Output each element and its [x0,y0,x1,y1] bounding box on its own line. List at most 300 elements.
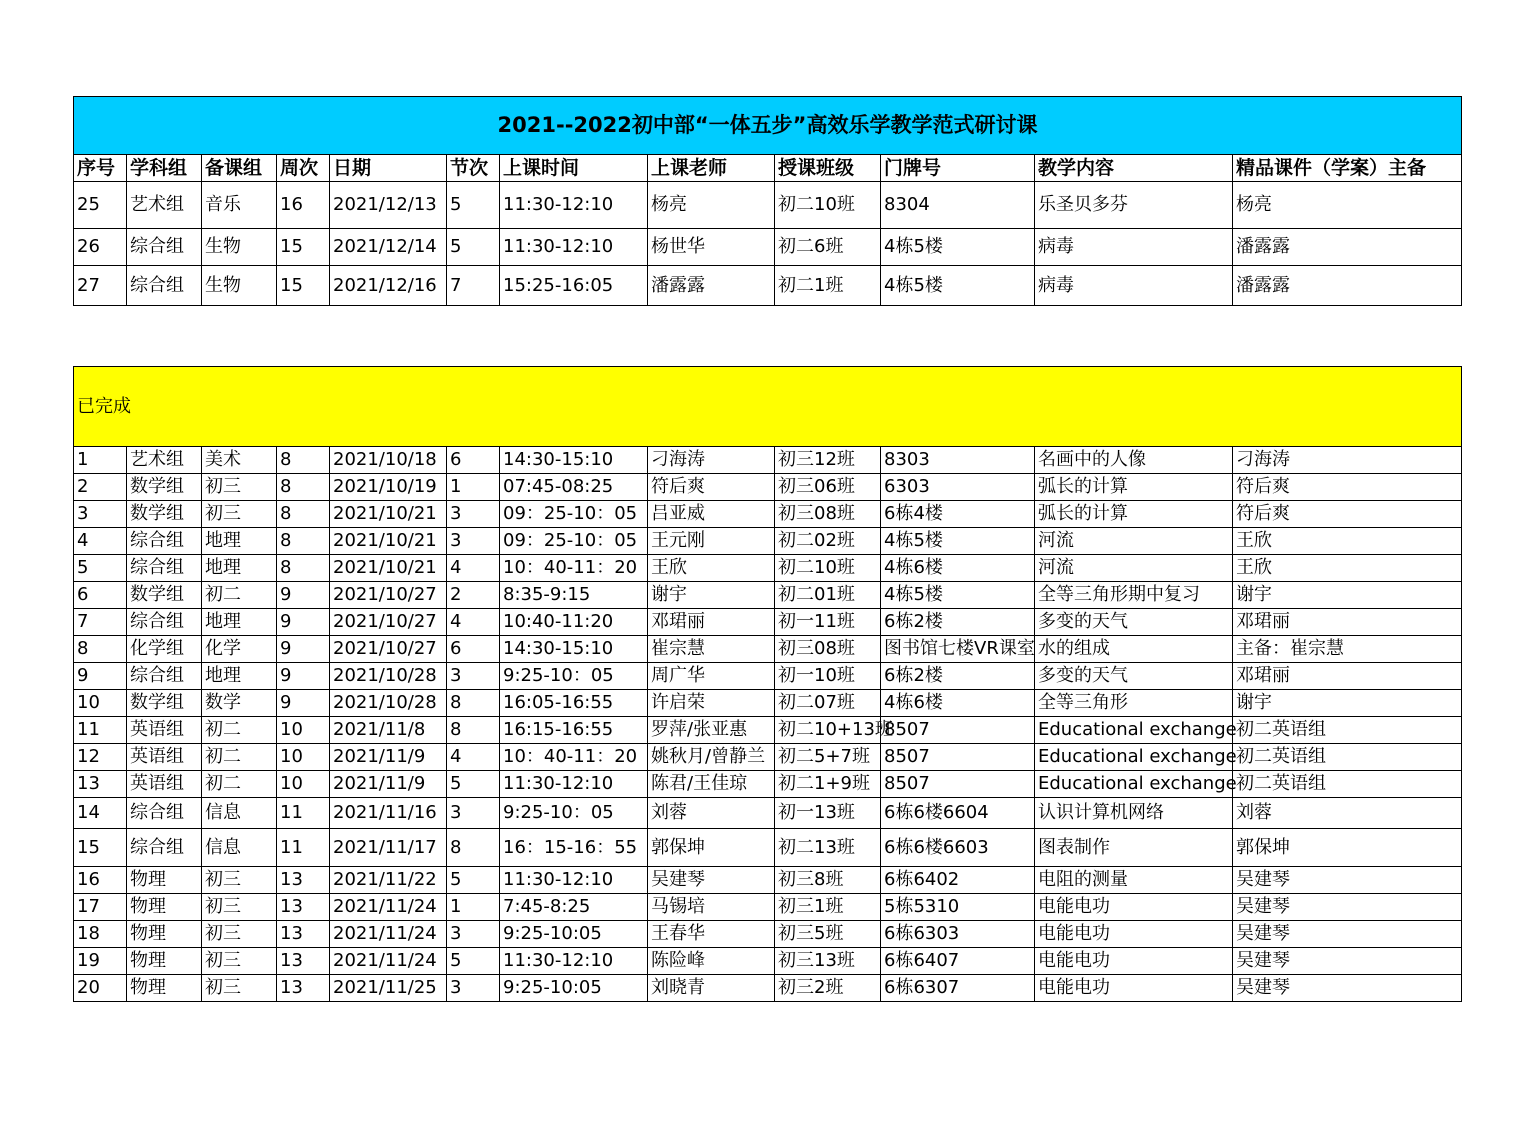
cell-class-time: 11:30-12:10 [500,229,648,266]
header-teacher: 上课老师 [648,155,775,182]
cell-class-time: 11:30-12:10 [500,771,648,798]
table-row [74,975,1462,1002]
cell-class-time: 16:05-16:55 [500,690,648,717]
cell-teacher: 吕亚威 [648,501,775,528]
cell-seq: 5 [74,555,127,582]
cell-period: 3 [447,798,500,829]
cell-teacher: 谢宇 [648,582,775,609]
cell-class: 初二07班 [775,690,881,717]
cell-subject-group: 物理 [127,894,202,921]
cell-week: 9 [277,582,330,609]
cell-teacher: 符后爽 [648,474,775,501]
cell-week: 13 [277,975,330,1002]
table-row [74,663,1462,690]
cell-lead-preparer: 吴建琴 [1233,867,1462,894]
cell-period: 3 [447,663,500,690]
cell-class-time: 15:25-16:05 [500,266,648,306]
cell-week: 13 [277,867,330,894]
cell-period: 6 [447,636,500,663]
cell-class-time: 9:25-10:05 [500,921,648,948]
cell-subject-group: 数学组 [127,582,202,609]
cell-class: 初二6班 [775,229,881,266]
cell-period: 3 [447,528,500,555]
cell-week: 8 [277,447,330,474]
cell-seq: 16 [74,867,127,894]
cell-teacher: 王春华 [648,921,775,948]
cell-prep-group: 初二 [202,582,277,609]
cell-content: 全等三角形 [1035,690,1233,717]
header-week: 周次 [277,155,330,182]
cell-date: 2021/11/9 [330,771,447,798]
cell-prep-group: 初三 [202,474,277,501]
cell-room: 8304 [881,182,1035,229]
cell-room: 8507 [881,717,1035,744]
cell-lead-preparer: 谢宇 [1233,690,1462,717]
table-row [74,182,1462,229]
cell-teacher: 陈君/王佳琼 [648,771,775,798]
cell-class-time: 9:25-10:05 [500,975,648,1002]
cell-content: 多变的天气 [1035,609,1233,636]
cell-teacher: 许启荣 [648,690,775,717]
cell-content: 弧长的计算 [1035,474,1233,501]
cell-lead-preparer: 潘露露 [1233,229,1462,266]
table-row [74,266,1462,306]
cell-class-time: 11:30-12:10 [500,182,648,229]
cell-seq: 15 [74,829,127,867]
cell-class-time: 16：15-16：55 [500,829,648,867]
cell-prep-group: 地理 [202,663,277,690]
cell-content: 河流 [1035,528,1233,555]
cell-prep-group: 生物 [202,266,277,306]
cell-subject-group: 物理 [127,867,202,894]
cell-prep-group: 美术 [202,447,277,474]
cell-prep-group: 初三 [202,948,277,975]
cell-class-time: 09：25-10：05 [500,501,648,528]
cell-class: 初三08班 [775,636,881,663]
cell-seq: 20 [74,975,127,1002]
cell-room: 6栋6303 [881,921,1035,948]
cell-seq: 17 [74,894,127,921]
cell-date: 2021/10/27 [330,636,447,663]
cell-prep-group: 初二 [202,717,277,744]
cell-prep-group: 初三 [202,867,277,894]
table-row [74,798,1462,829]
cell-lead-preparer: 邓珺丽 [1233,663,1462,690]
cell-room: 6栋6402 [881,867,1035,894]
header-room: 门牌号 [881,155,1035,182]
cell-subject-group: 化学组 [127,636,202,663]
cell-room: 4栋5楼 [881,528,1035,555]
cell-room: 8507 [881,744,1035,771]
cell-prep-group: 化学 [202,636,277,663]
cell-date: 2021/10/21 [330,501,447,528]
cell-class: 初三1班 [775,894,881,921]
cell-seq: 1 [74,447,127,474]
cell-lead-preparer: 杨亮 [1233,182,1462,229]
cell-content: 名画中的人像 [1035,447,1233,474]
cell-period: 4 [447,609,500,636]
cell-week: 10 [277,771,330,798]
cell-date: 2021/10/19 [330,474,447,501]
cell-class: 初二02班 [775,528,881,555]
cell-date: 2021/11/9 [330,744,447,771]
cell-prep-group: 初三 [202,975,277,1002]
cell-date: 2021/10/21 [330,528,447,555]
cell-class: 初二01班 [775,582,881,609]
table-row [74,636,1462,663]
cell-class: 初二5+7班 [775,744,881,771]
cell-week: 9 [277,609,330,636]
cell-seq: 14 [74,798,127,829]
cell-seq: 9 [74,663,127,690]
title-row [74,97,1462,155]
cell-prep-group: 初三 [202,501,277,528]
cell-class-time: 14:30-15:10 [500,447,648,474]
cell-subject-group: 艺术组 [127,182,202,229]
cell-subject-group: 综合组 [127,663,202,690]
cell-period: 8 [447,690,500,717]
header-row [74,155,1462,182]
header-content: 教学内容 [1035,155,1233,182]
cell-lead-preparer: 邓珺丽 [1233,609,1462,636]
cell-lead-preparer: 吴建琴 [1233,894,1462,921]
cell-subject-group: 综合组 [127,528,202,555]
cell-date: 2021/11/24 [330,948,447,975]
cell-content: 病毒 [1035,266,1233,306]
header-date: 日期 [330,155,447,182]
cell-period: 5 [447,867,500,894]
cell-class: 初一11班 [775,609,881,636]
cell-date: 2021/10/18 [330,447,447,474]
cell-teacher: 陈险峰 [648,948,775,975]
cell-class: 初二10+13班 [775,717,881,744]
cell-content: Educational exchange [1035,744,1233,771]
cell-period: 3 [447,501,500,528]
cell-seq: 13 [74,771,127,798]
cell-seq: 25 [74,182,127,229]
cell-room: 图书馆七楼VR课室 [881,636,1035,663]
cell-subject-group: 数学组 [127,501,202,528]
cell-class: 初三2班 [775,975,881,1002]
cell-period: 8 [447,829,500,867]
header-class: 授课班级 [775,155,881,182]
cell-period: 3 [447,921,500,948]
cell-content: 电能电功 [1035,948,1233,975]
cell-teacher: 杨世华 [648,229,775,266]
cell-room: 6栋6楼6604 [881,798,1035,829]
cell-teacher: 崔宗慧 [648,636,775,663]
cell-seq: 8 [74,636,127,663]
cell-class-time: 10：40-11：20 [500,744,648,771]
cell-seq: 7 [74,609,127,636]
cell-date: 2021/10/27 [330,609,447,636]
cell-class: 初三5班 [775,921,881,948]
cell-week: 11 [277,798,330,829]
cell-lead-preparer: 谢宇 [1233,582,1462,609]
cell-room: 6栋6307 [881,975,1035,1002]
cell-teacher: 杨亮 [648,182,775,229]
cell-content: 认识计算机网络 [1035,798,1233,829]
cell-period: 5 [447,229,500,266]
cell-seq: 18 [74,921,127,948]
cell-subject-group: 综合组 [127,555,202,582]
cell-class: 初一13班 [775,798,881,829]
cell-teacher: 刁海涛 [648,447,775,474]
table-row [74,474,1462,501]
cell-class: 初三06班 [775,474,881,501]
header-lead-preparer: 精品课件（学案）主备 [1233,155,1462,182]
cell-prep-group: 音乐 [202,182,277,229]
cell-week: 10 [277,744,330,771]
sheet-title: 2021--2022初中部“一体五步”高效乐学教学范式研讨课 [74,97,1462,155]
cell-period: 3 [447,975,500,1002]
header-prep-group: 备课组 [202,155,277,182]
cell-period: 5 [447,948,500,975]
table-row [74,771,1462,798]
cell-week: 8 [277,528,330,555]
cell-week: 8 [277,555,330,582]
cell-date: 2021/12/14 [330,229,447,266]
table-row [74,555,1462,582]
header-class-time: 上课时间 [500,155,648,182]
cell-date: 2021/10/27 [330,582,447,609]
cell-prep-group: 地理 [202,555,277,582]
cell-period: 6 [447,447,500,474]
cell-room: 6栋4楼 [881,501,1035,528]
cell-date: 2021/12/13 [330,182,447,229]
cell-content: 乐圣贝多芬 [1035,182,1233,229]
cell-room: 6栋2楼 [881,609,1035,636]
cell-subject-group: 综合组 [127,798,202,829]
cell-seq: 11 [74,717,127,744]
cell-class-time: 10:40-11:20 [500,609,648,636]
cell-seq: 26 [74,229,127,266]
cell-room: 4栋5楼 [881,582,1035,609]
cell-room: 4栋6楼 [881,690,1035,717]
table-row [74,829,1462,867]
cell-class: 初三08班 [775,501,881,528]
cell-subject-group: 物理 [127,975,202,1002]
table-row [74,717,1462,744]
header-seq: 序号 [74,155,127,182]
cell-class-time: 8:35-9:15 [500,582,648,609]
cell-class-time: 7:45-8:25 [500,894,648,921]
cell-week: 15 [277,266,330,306]
cell-lead-preparer: 吴建琴 [1233,948,1462,975]
cell-class-time: 11:30-12:10 [500,867,648,894]
cell-seq: 19 [74,948,127,975]
cell-date: 2021/10/21 [330,555,447,582]
cell-seq: 12 [74,744,127,771]
cell-teacher: 刘蓉 [648,798,775,829]
cell-teacher: 邓珺丽 [648,609,775,636]
cell-class-time: 07:45-08:25 [500,474,648,501]
cell-seq: 3 [74,501,127,528]
cell-prep-group: 信息 [202,829,277,867]
cell-prep-group: 初三 [202,894,277,921]
cell-period: 4 [447,744,500,771]
cell-week: 13 [277,921,330,948]
cell-subject-group: 综合组 [127,829,202,867]
cell-week: 9 [277,636,330,663]
cell-period: 1 [447,474,500,501]
cell-class-time: 10：40-11：20 [500,555,648,582]
cell-period: 4 [447,555,500,582]
cell-teacher: 周广华 [648,663,775,690]
cell-week: 16 [277,182,330,229]
cell-period: 1 [447,894,500,921]
cell-lead-preparer: 郭保坤 [1233,829,1462,867]
cell-teacher: 潘露露 [648,266,775,306]
cell-lead-preparer: 初二英语组 [1233,744,1462,771]
cell-seq: 2 [74,474,127,501]
cell-class-time: 14:30-15:10 [500,636,648,663]
cell-content: 电能电功 [1035,921,1233,948]
table-row [74,447,1462,474]
cell-content: 全等三角形期中复习 [1035,582,1233,609]
cell-class-time: 16:15-16:55 [500,717,648,744]
upcoming-lessons-table [73,96,1462,306]
cell-lead-preparer: 符后爽 [1233,501,1462,528]
cell-lead-preparer: 初二英语组 [1233,771,1462,798]
cell-week: 8 [277,474,330,501]
cell-class: 初三13班 [775,948,881,975]
cell-content: 电阻的测量 [1035,867,1233,894]
cell-week: 13 [277,894,330,921]
table-row [74,229,1462,266]
cell-room: 4栋5楼 [881,229,1035,266]
cell-date: 2021/11/16 [330,798,447,829]
cell-teacher: 吴建琴 [648,867,775,894]
table-row [74,894,1462,921]
cell-content: 多变的天气 [1035,663,1233,690]
cell-class-time: 09：25-10：05 [500,528,648,555]
cell-class: 初二13班 [775,829,881,867]
cell-room: 8507 [881,771,1035,798]
table-row [74,921,1462,948]
cell-class-time: 11:30-12:10 [500,948,648,975]
cell-week: 8 [277,501,330,528]
cell-week: 9 [277,690,330,717]
completed-banner-row [74,367,1462,447]
header-period: 节次 [447,155,500,182]
cell-period: 2 [447,582,500,609]
cell-subject-group: 艺术组 [127,447,202,474]
cell-room: 4栋6楼 [881,555,1035,582]
cell-date: 2021/11/24 [330,921,447,948]
cell-lead-preparer: 刁海涛 [1233,447,1462,474]
cell-class-time: 9:25-10：05 [500,798,648,829]
cell-subject-group: 英语组 [127,744,202,771]
cell-teacher: 郭保坤 [648,829,775,867]
cell-class: 初二10班 [775,182,881,229]
table-row [74,690,1462,717]
cell-subject-group: 物理 [127,921,202,948]
cell-class: 初三8班 [775,867,881,894]
cell-prep-group: 数学 [202,690,277,717]
cell-seq: 27 [74,266,127,306]
cell-date: 2021/11/22 [330,867,447,894]
cell-lead-preparer: 吴建琴 [1233,975,1462,1002]
cell-prep-group: 信息 [202,798,277,829]
cell-content: 水的组成 [1035,636,1233,663]
table-row [74,528,1462,555]
cell-date: 2021/10/28 [330,690,447,717]
cell-period: 5 [447,182,500,229]
completed-label: 已完成 [74,367,1462,447]
cell-room: 6栋2楼 [881,663,1035,690]
table-row [74,867,1462,894]
cell-lead-preparer: 初二英语组 [1233,717,1462,744]
cell-prep-group: 初三 [202,921,277,948]
cell-lead-preparer: 主备：崔宗慧 [1233,636,1462,663]
cell-room: 6栋6407 [881,948,1035,975]
cell-subject-group: 综合组 [127,609,202,636]
cell-content: 河流 [1035,555,1233,582]
cell-content: 电能电功 [1035,975,1233,1002]
cell-seq: 6 [74,582,127,609]
cell-room: 6303 [881,474,1035,501]
header-subject-group: 学科组 [127,155,202,182]
cell-content: 图表制作 [1035,829,1233,867]
table-row [74,948,1462,975]
table-row [74,609,1462,636]
cell-prep-group: 初二 [202,771,277,798]
cell-week: 11 [277,829,330,867]
cell-class-time: 9:25-10：05 [500,663,648,690]
cell-subject-group: 数学组 [127,690,202,717]
cell-lead-preparer: 吴建琴 [1233,921,1462,948]
table-row [74,501,1462,528]
cell-content: 病毒 [1035,229,1233,266]
cell-date: 2021/11/24 [330,894,447,921]
cell-lead-preparer: 潘露露 [1233,266,1462,306]
cell-teacher: 王元刚 [648,528,775,555]
cell-subject-group: 综合组 [127,229,202,266]
cell-content: 电能电功 [1035,894,1233,921]
cell-seq: 10 [74,690,127,717]
cell-week: 9 [277,663,330,690]
cell-week: 15 [277,229,330,266]
cell-lead-preparer: 刘蓉 [1233,798,1462,829]
cell-period: 8 [447,717,500,744]
cell-week: 10 [277,717,330,744]
completed-lessons-table [73,366,1462,1002]
cell-content: 弧长的计算 [1035,501,1233,528]
cell-period: 7 [447,266,500,306]
cell-room: 6栋6楼6603 [881,829,1035,867]
cell-prep-group: 初二 [202,744,277,771]
cell-date: 2021/12/16 [330,266,447,306]
cell-class: 初二1+9班 [775,771,881,798]
cell-seq: 4 [74,528,127,555]
cell-content: Educational exchange [1035,771,1233,798]
cell-teacher: 王欣 [648,555,775,582]
cell-lead-preparer: 符后爽 [1233,474,1462,501]
cell-room: 5栋5310 [881,894,1035,921]
cell-subject-group: 综合组 [127,266,202,306]
cell-teacher: 刘晓青 [648,975,775,1002]
cell-subject-group: 英语组 [127,717,202,744]
table-row [74,744,1462,771]
cell-subject-group: 英语组 [127,771,202,798]
cell-subject-group: 数学组 [127,474,202,501]
cell-subject-group: 物理 [127,948,202,975]
cell-period: 5 [447,771,500,798]
cell-room: 4栋5楼 [881,266,1035,306]
cell-date: 2021/11/25 [330,975,447,1002]
cell-teacher: 马锡培 [648,894,775,921]
